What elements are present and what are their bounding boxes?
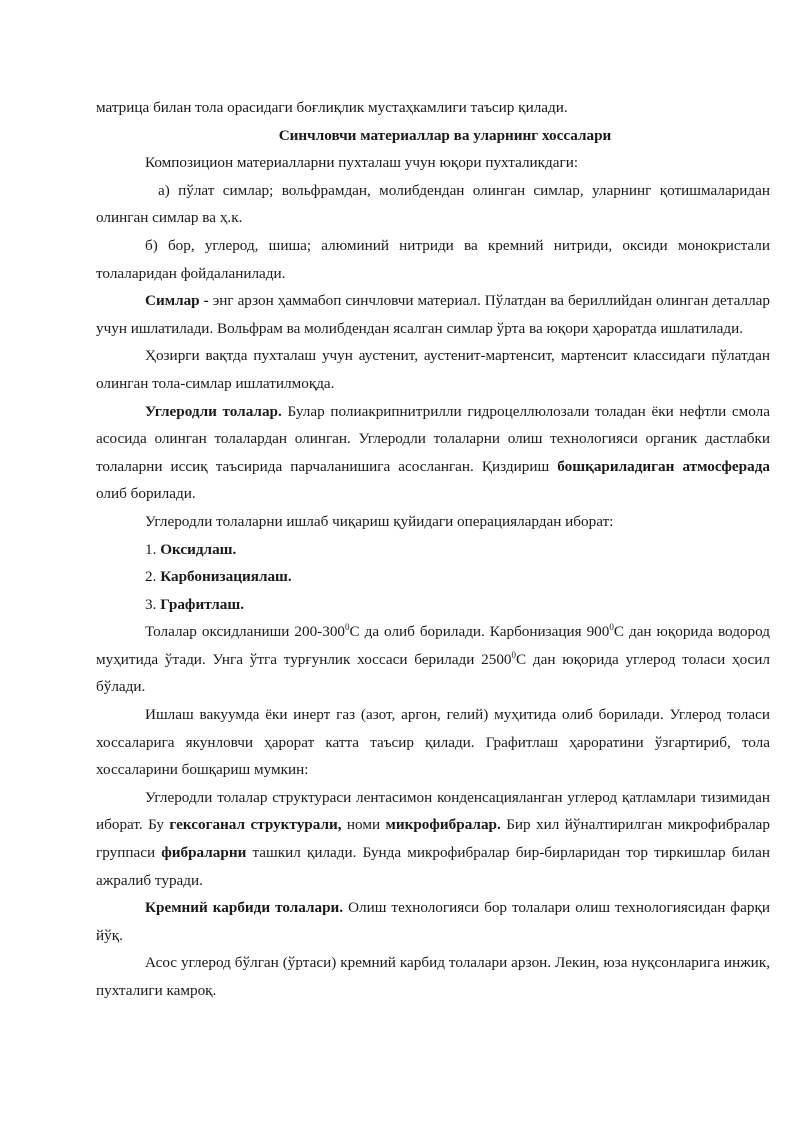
carbon-fibers-text: Булар полиакрипнитрилли гидроцеллюлозали толадан ёки нефтли смола асосида олинган толалардан олинган. Углеродли толаларни олиш технологияси органик дастлабки толаларни иссиқ таъсирида парчаланишига асосланган. Қиздириш (96, 402, 770, 475)
paragraph-continued: матрица билан тола орасидаги боғлиқлик мустаҳкамлиги таъсир қилади. (96, 99, 568, 116)
structure-text-4: ташкил қилади. Бунда микрофибралар бир-бирларидан тор тиркишлар билан ажралиб туради. (96, 844, 770, 889)
silicon-carbide-text: Олиш технологияси бор толалари олиш технологиясидан фарқи йўқ. (96, 899, 770, 944)
temp-text-4: С дан юқорида углерод толаси ҳосил бўлади. (96, 650, 770, 696)
term-carbon-fibers: Углеродли толалар. (145, 402, 282, 420)
wires-text: энг арзон ҳаммабоп синчловчи материал. Пўлатдан ва бериллийдан олинган деталлар учун ишлатилади. Вольфрам ва молибдендан ясалган симлар ўрта ва юқори ҳароратда ишлатилади. (96, 292, 770, 337)
temp-text-2: С да олиб борилади. Карбонизация 900 (349, 623, 610, 641)
term-hexagonal: гексоганал структурали, (169, 816, 342, 834)
term-controlled-atmosphere: бошқариладиган атмосферада (557, 457, 770, 475)
list-label-oxidation: Оксидлаш. (160, 540, 237, 558)
structure-text-3: Бир хил йўналтирилган микрофибралар группаси (96, 816, 770, 862)
list-label-carbonization: Карбонизациялаш. (160, 568, 292, 586)
paragraph-steel: Ҳозирги вақтда пухталаш учун аустенит, аустенит-мартенсит, мартенсит классидаги пўлатдан олинган тола-симлар ишлатилмоқда. (96, 347, 770, 392)
term-fibrils: фибраларни (161, 844, 247, 862)
structure-text-1: Углеродли толалар структураси лентасимон конденсацияланган углерод қатламлари тизимидан иборат. Бу (96, 788, 770, 834)
paragraph-wires (96, 287, 770, 342)
term-microfibrils: микрофибралар. (385, 816, 501, 834)
list-number: 1. (145, 540, 157, 558)
paragraph-vacuum: Ишлаш вакуумда ёки инерт газ (азот, аргон, гелий) муҳитида олиб борилади. Углерод толаси хоссаларига якунловчи ҳарорат катта таъсир қилади. Графитлаш ҳароратини ўзгартириб, тола хоссаларини бошқариш мумкин: (96, 706, 770, 779)
paragraph-structure (96, 784, 770, 894)
list-label-graphitization: Графитлаш. (160, 595, 245, 613)
degree-sup: 0 (609, 622, 614, 633)
list-item (96, 536, 770, 564)
paragraph-cost: Асос углерод бўлган (ўртаси) кремний карбид толалари арзон. Лекин, юза нуқсонларига инжик, пухталиги камроқ. (96, 954, 770, 999)
list-item (96, 563, 770, 591)
temp-text-1: Толалар оксидланиши 200-300 (145, 623, 346, 641)
paragraph-temperatures (96, 618, 770, 701)
document-page (96, 94, 770, 1005)
list-number: 2. (145, 568, 157, 586)
list-item (96, 591, 770, 619)
term-silicon-carbide: Кремний карбиди толалари. (145, 899, 344, 917)
temp-text-3: С дан юқорида водород муҳитида ўтади. Унга ўтга турғунлик хоссаси берилади 2500 (96, 623, 771, 668)
paragraph-operations: Углеродли толаларни ишлаб чиқариш қуйидаги операциялардан иборат: (145, 512, 614, 530)
section-heading: Синчловчи материаллар ва уларнинг хоссалари (278, 126, 612, 144)
paragraph-item-b: б) бор, углерод, шиша; алюминий нитриди ва кремний нитриди, оксиди монокристали толаларидан фойдаланилади. (96, 236, 770, 282)
term-wires: Симлар - (145, 292, 209, 310)
structure-text-2: номи (341, 816, 386, 834)
paragraph-carbon-fibers (96, 398, 770, 508)
degree-sup: 0 (345, 622, 350, 633)
degree-sup: 0 (511, 649, 517, 660)
paragraph-silicon-carbide (96, 894, 770, 949)
list-number: 3. (145, 595, 157, 613)
paragraph-item-a: а) пўлат симлар; вольфрамдан, молибдендан олинган симлар, уларнинг қотишмаларидан олинган симлар ва ҳ.к. (96, 181, 770, 227)
carbon-fibers-text-end: олиб борилади. (96, 485, 196, 503)
paragraph-intro: Композицион материалларни пухталаш учун юқори пухталикдаги: (145, 154, 579, 172)
